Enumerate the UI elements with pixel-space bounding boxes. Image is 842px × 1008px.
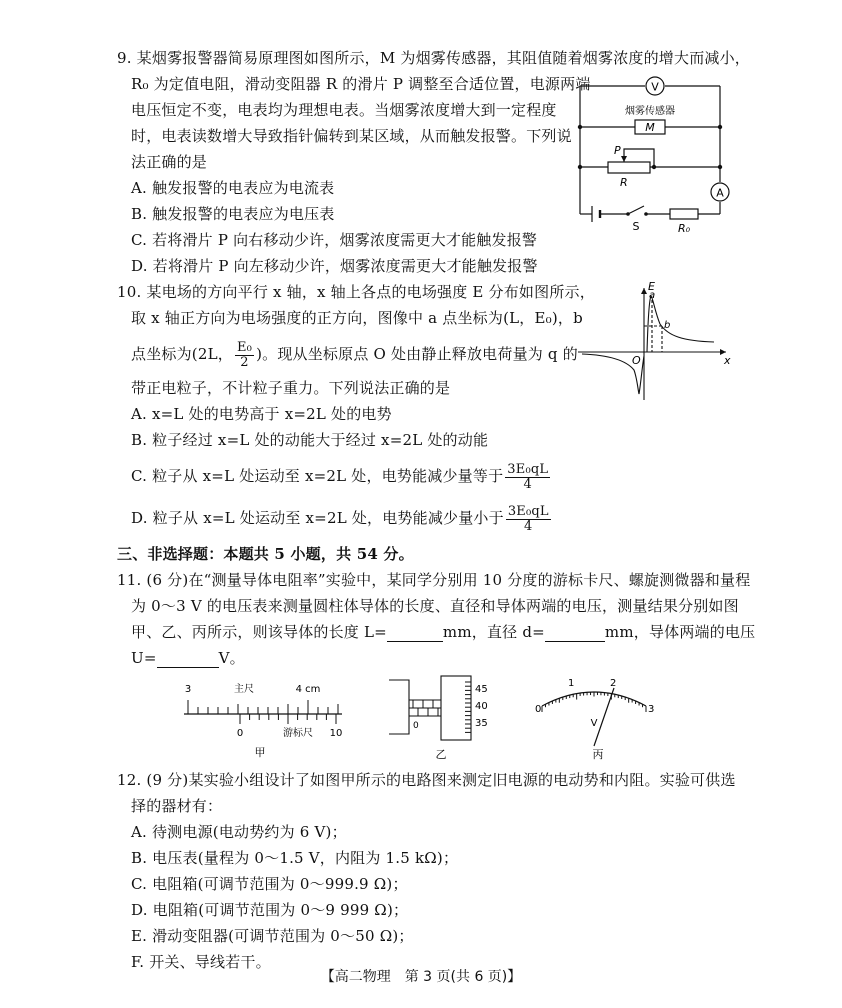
q10-option-a: A. x=L 处的电势高于 x=2L 处的电势 [131,405,392,423]
page-footer: 【高二物理 第 3 页(共 6 页)】 [320,969,522,985]
q10-stem-line-1: 10. 某电场的方向平行 x 轴，x 轴上各点的电场强度 E 分布如图所示， [117,283,595,301]
q11-line4-part2: V。 [218,649,245,667]
q10-stem-line-2: 取 x 轴正方向为电场强度的正方向，图像中 a 点坐标为(L，E₀)，b [131,309,583,327]
q11-stem-line-4 [131,648,245,668]
q10-line3-post: )。现从坐标原点 O 处由静止释放电荷量为 q 的 [256,345,578,363]
fraction-denominator: 4 [523,476,532,492]
dial-2: 2 [610,678,617,689]
main-scale-3: 3 [184,684,192,695]
q10-option-d-fraction [506,505,551,534]
q10-e0-half-fraction [235,341,254,370]
q10-option-b: B. 粒子经过 x=L 处的动能大于经过 x=2L 处的动能 [131,431,489,449]
q10-option-d [131,500,553,536]
switch-pivot [626,212,630,216]
q9-option-c: C. 若将滑片 P 向右移动少许，烟雾浓度需更大才能触发报警 [131,231,538,249]
q10-field-graph [578,278,736,404]
diameter-answer-blank[interactable] [545,625,605,642]
thimble-35: 35 [475,718,488,729]
main-scale-4cm: 4 cm [295,684,321,695]
q9-option-d: D. 若将滑片 P 向左移动少许，烟雾浓度需更大才能触发报警 [131,257,538,275]
sleeve-zero: 0 [413,721,419,731]
slider-arrow [621,156,627,162]
q12-item-d: D. 电阻箱(可调节范围为 0～9 999 Ω)； [131,901,409,919]
micrometer-thimble [441,676,471,740]
q10-option-d-text: D. 粒子从 x=L 处运动至 x=2L 处，电势能减少量小于 [131,509,504,527]
q9-stem-line-1: 9. 某烟雾报警器简易原理图如图所示，M 为烟雾传感器，其阻值随着烟雾浓度的增大而减小， [117,49,751,67]
fraction-numerator: 3E₀qL [507,461,549,477]
q12-item-a: A. 待测电源(电动势约为 6 V)； [131,823,347,841]
q10-stem-line-4: 带正电粒子，不计粒子重力。下列说法正确的是 [131,379,451,397]
q10-option-c-text: C. 粒子从 x=L 处运动至 x=2L 处，电势能减少量等于 [131,467,504,485]
caliper-caption: 甲 [254,746,266,759]
rheostat-box [608,162,650,173]
q11-stem-line-2: 为 0～3 V 的电压表来测量圆柱体导体的长度、直径和导体两端的电压，测量结果分别如图 [131,597,739,615]
junction-4 [718,165,722,169]
fraction-numerator: E₀ [236,339,253,355]
origin-label: O [632,354,641,367]
q11-stem-line-1: 11. (6 分)在“测量导体电阻率”实验中，某同学分别用 10 分度的游标卡尺、螺旋测微器和量程 [117,571,751,589]
voltmeter-dial-figure [526,672,664,764]
slider-label: P [614,144,621,157]
x-axis-label: x [724,354,731,367]
q11-line3-part1: 甲、乙、丙所示，则该导体的长度 L= [131,623,387,641]
dial-0: 0 [535,704,542,715]
ammeter-label: A [716,186,724,200]
q12-item-b: B. 电压表(量程为 0～1.5 V，内阻为 1.5 kΩ)； [131,849,459,867]
resistor-r0-box [670,209,698,219]
q12-item-f: F. 开关、导线若干。 [131,953,271,971]
dial-needle [594,688,614,746]
voltmeter-label: V [651,80,659,94]
thimble-45: 45 [475,684,488,695]
dial-3: 3 [648,704,655,715]
q9-option-b: B. 触发报警的电表应为电压表 [131,205,335,223]
switch-contact [644,212,648,216]
junction-2 [718,125,722,129]
q9-option-a: A. 触发报警的电表应为电流表 [131,179,335,197]
thimble-40: 40 [475,701,488,712]
vernier-caliper-figure [180,680,352,762]
junction-3 [578,165,582,169]
vernier-0: 0 [236,728,244,739]
fraction-denominator: 4 [524,518,533,534]
switch-label: S [632,220,640,233]
y-axis-arrow [641,288,647,294]
vernier-10: 10 [329,728,343,739]
q10-option-c-fraction [505,463,550,492]
micrometer-frame [389,680,409,734]
q12-item-e: E. 滑动变阻器(可调节范围为 0～50 Ω)； [131,927,414,945]
q9-circuit-diagram [570,72,730,237]
q9-stem-line-3: 电压恒定不变，电表均为理想电表。当烟雾浓度增大到一定程度 [131,101,557,119]
sensor-m-label: M [645,121,655,134]
q12-item-c: C. 电阻箱(可调节范围为 0～999.9 Ω)； [131,875,408,893]
voltmeter-caption: 丙 [592,748,604,761]
sensor-caption: 烟雾传感器 [625,106,675,117]
vernier-scale-label: 游标尺 [283,728,313,739]
fraction-denominator: 2 [240,354,249,370]
q11-line3-part2: mm，直径 d= [442,623,545,641]
junction-1 [578,125,582,129]
field-curve-positive [647,296,714,352]
point-b-label: b [664,320,671,331]
point-a-label: a [649,290,656,301]
y-axis-label: E [648,280,655,293]
q12-stem-line-1: 12. (9 分)某实验小组设计了如图甲所示的电路图来测定旧电源的电动势和内阻。实验可供选 [117,771,736,789]
q9-stem-line-4: 时，电表读数增大导致指针偏转到某区域，从而触发报警。下列说 [131,127,572,145]
fraction-numerator: 3E₀qL [507,503,549,519]
q10-option-c [131,458,552,494]
section-3-heading: 三、非选择题：本题共 5 小题，共 54 分。 [117,545,414,563]
q10-stem-line-3 [131,334,578,374]
q11-line3-part3: mm，导体两端的电压 [604,623,756,641]
micrometer-caption: 乙 [435,748,447,761]
q10-line3-pre: 点坐标为(2L， [131,345,233,363]
q11-line4-part1: U= [131,649,157,667]
q9-stem-line-2: R₀ 为定值电阻，滑动变阻器 R 的滑片 P 调整至合适位置，电源两端 [131,75,591,93]
micrometer-figure [385,672,495,764]
q9-stem-line-5: 法正确的是 [131,153,208,171]
resistor-r0-label: R₀ [677,222,691,235]
q12-stem-line-2: 择的器材有： [131,797,223,815]
voltage-answer-blank[interactable] [157,651,219,668]
rheostat-label: R [620,176,628,189]
dial-1: 1 [568,678,575,689]
length-answer-blank[interactable] [387,625,443,642]
q11-stem-line-3 [131,622,755,642]
main-scale-label: 主尺 [234,684,254,695]
dial-unit: V [590,718,598,729]
junction-5 [652,165,656,169]
